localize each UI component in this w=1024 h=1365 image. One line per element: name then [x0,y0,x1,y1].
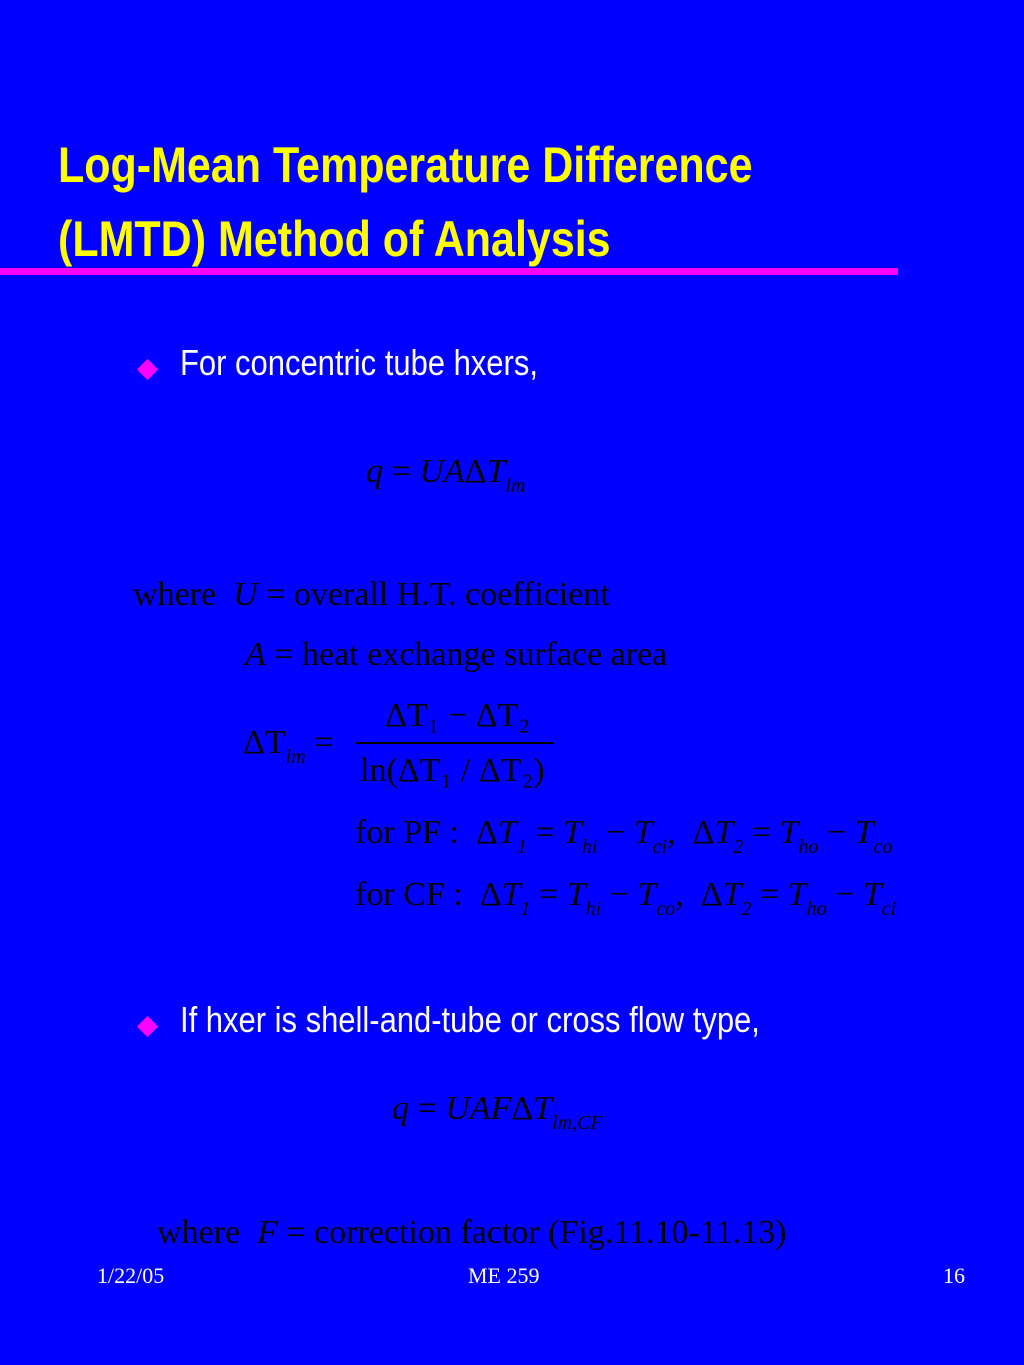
u-symbol: U [233,576,258,613]
footer-course: ME 259 [468,1263,540,1288]
eq2-q: q [392,1090,409,1127]
lmtd-ln: ln [360,752,387,789]
title-underline [0,268,898,275]
f-definition: correction factor (Fig.11.10-11.13) [314,1214,787,1251]
title-line-1: Log-Mean Temperature Difference [58,137,753,193]
lmtd-den-inner: ΔT₁ / ΔT₂ [397,752,534,789]
lmtd-fraction-bar [356,742,554,744]
eq1-q: q [366,453,383,490]
where-label-2: where [157,1214,241,1251]
footer-date: 1/22/05 [97,1263,165,1288]
where-label-1: where [133,576,217,613]
footer-page-number: 16 [943,1263,965,1288]
a-symbol: A [245,636,266,673]
bullet-text-2: If hxer is shell-and-tube or cross flow type, [180,999,760,1040]
u-definition: overall H.T. coefficient [293,576,610,613]
equation-q-ua: $q = UA\Delta T_{lm}$ [366,453,526,497]
bullet-diamond-icon [137,359,158,380]
slide-title [58,128,832,276]
eq2-uaf: UAF [445,1090,512,1127]
pf-label: for PF : [355,814,459,851]
title-line-2: (LMTD) Method of Analysis [58,211,611,267]
eq1-sub: lm [505,475,526,497]
a-definition: heat exchange surface area [301,636,668,673]
pf-line: for PF : $\Delta T_1 = T_{hi} - T_{ci}$, $\Delta T_2 = T_{ho} - T_{co}$ [355,814,893,858]
bullet-text-1: For concentric tube hxers, [180,342,538,383]
bullet-diamond-icon [137,1016,158,1037]
eq1-delta: Δ [464,453,487,490]
where-f-line: where F = correction factor (Fig.11.10-11.13) [157,1214,787,1251]
eq1-t: T [486,453,506,490]
eq1-ua: UA [419,453,465,490]
lmtd-lhs-sub: lm [285,746,306,768]
cf-line: for CF : $\Delta T_1 = T_{hi} - T_{co}$, $\Delta T_2 = T_{ho} - T_{ci}$ [355,876,897,920]
lmtd-numerator: ΔT₁ − ΔT₂ [385,697,531,734]
eq2-sub: lm,CF [552,1112,603,1134]
lmtd-denominator: ln(ΔT₁ / ΔT₂) [360,752,545,789]
where-u-line: where U = overall H.T. coefficient [133,576,610,613]
cf-label: for CF : [355,876,463,913]
f-symbol: F [257,1214,278,1251]
lmtd-lhs: $\Delta T_{lm}$ = [243,724,334,768]
a-line: A = heat exchange surface area [245,636,668,673]
equation-q-uaf: $q = UAF\Delta T_{lm,CF}$ [392,1090,603,1134]
